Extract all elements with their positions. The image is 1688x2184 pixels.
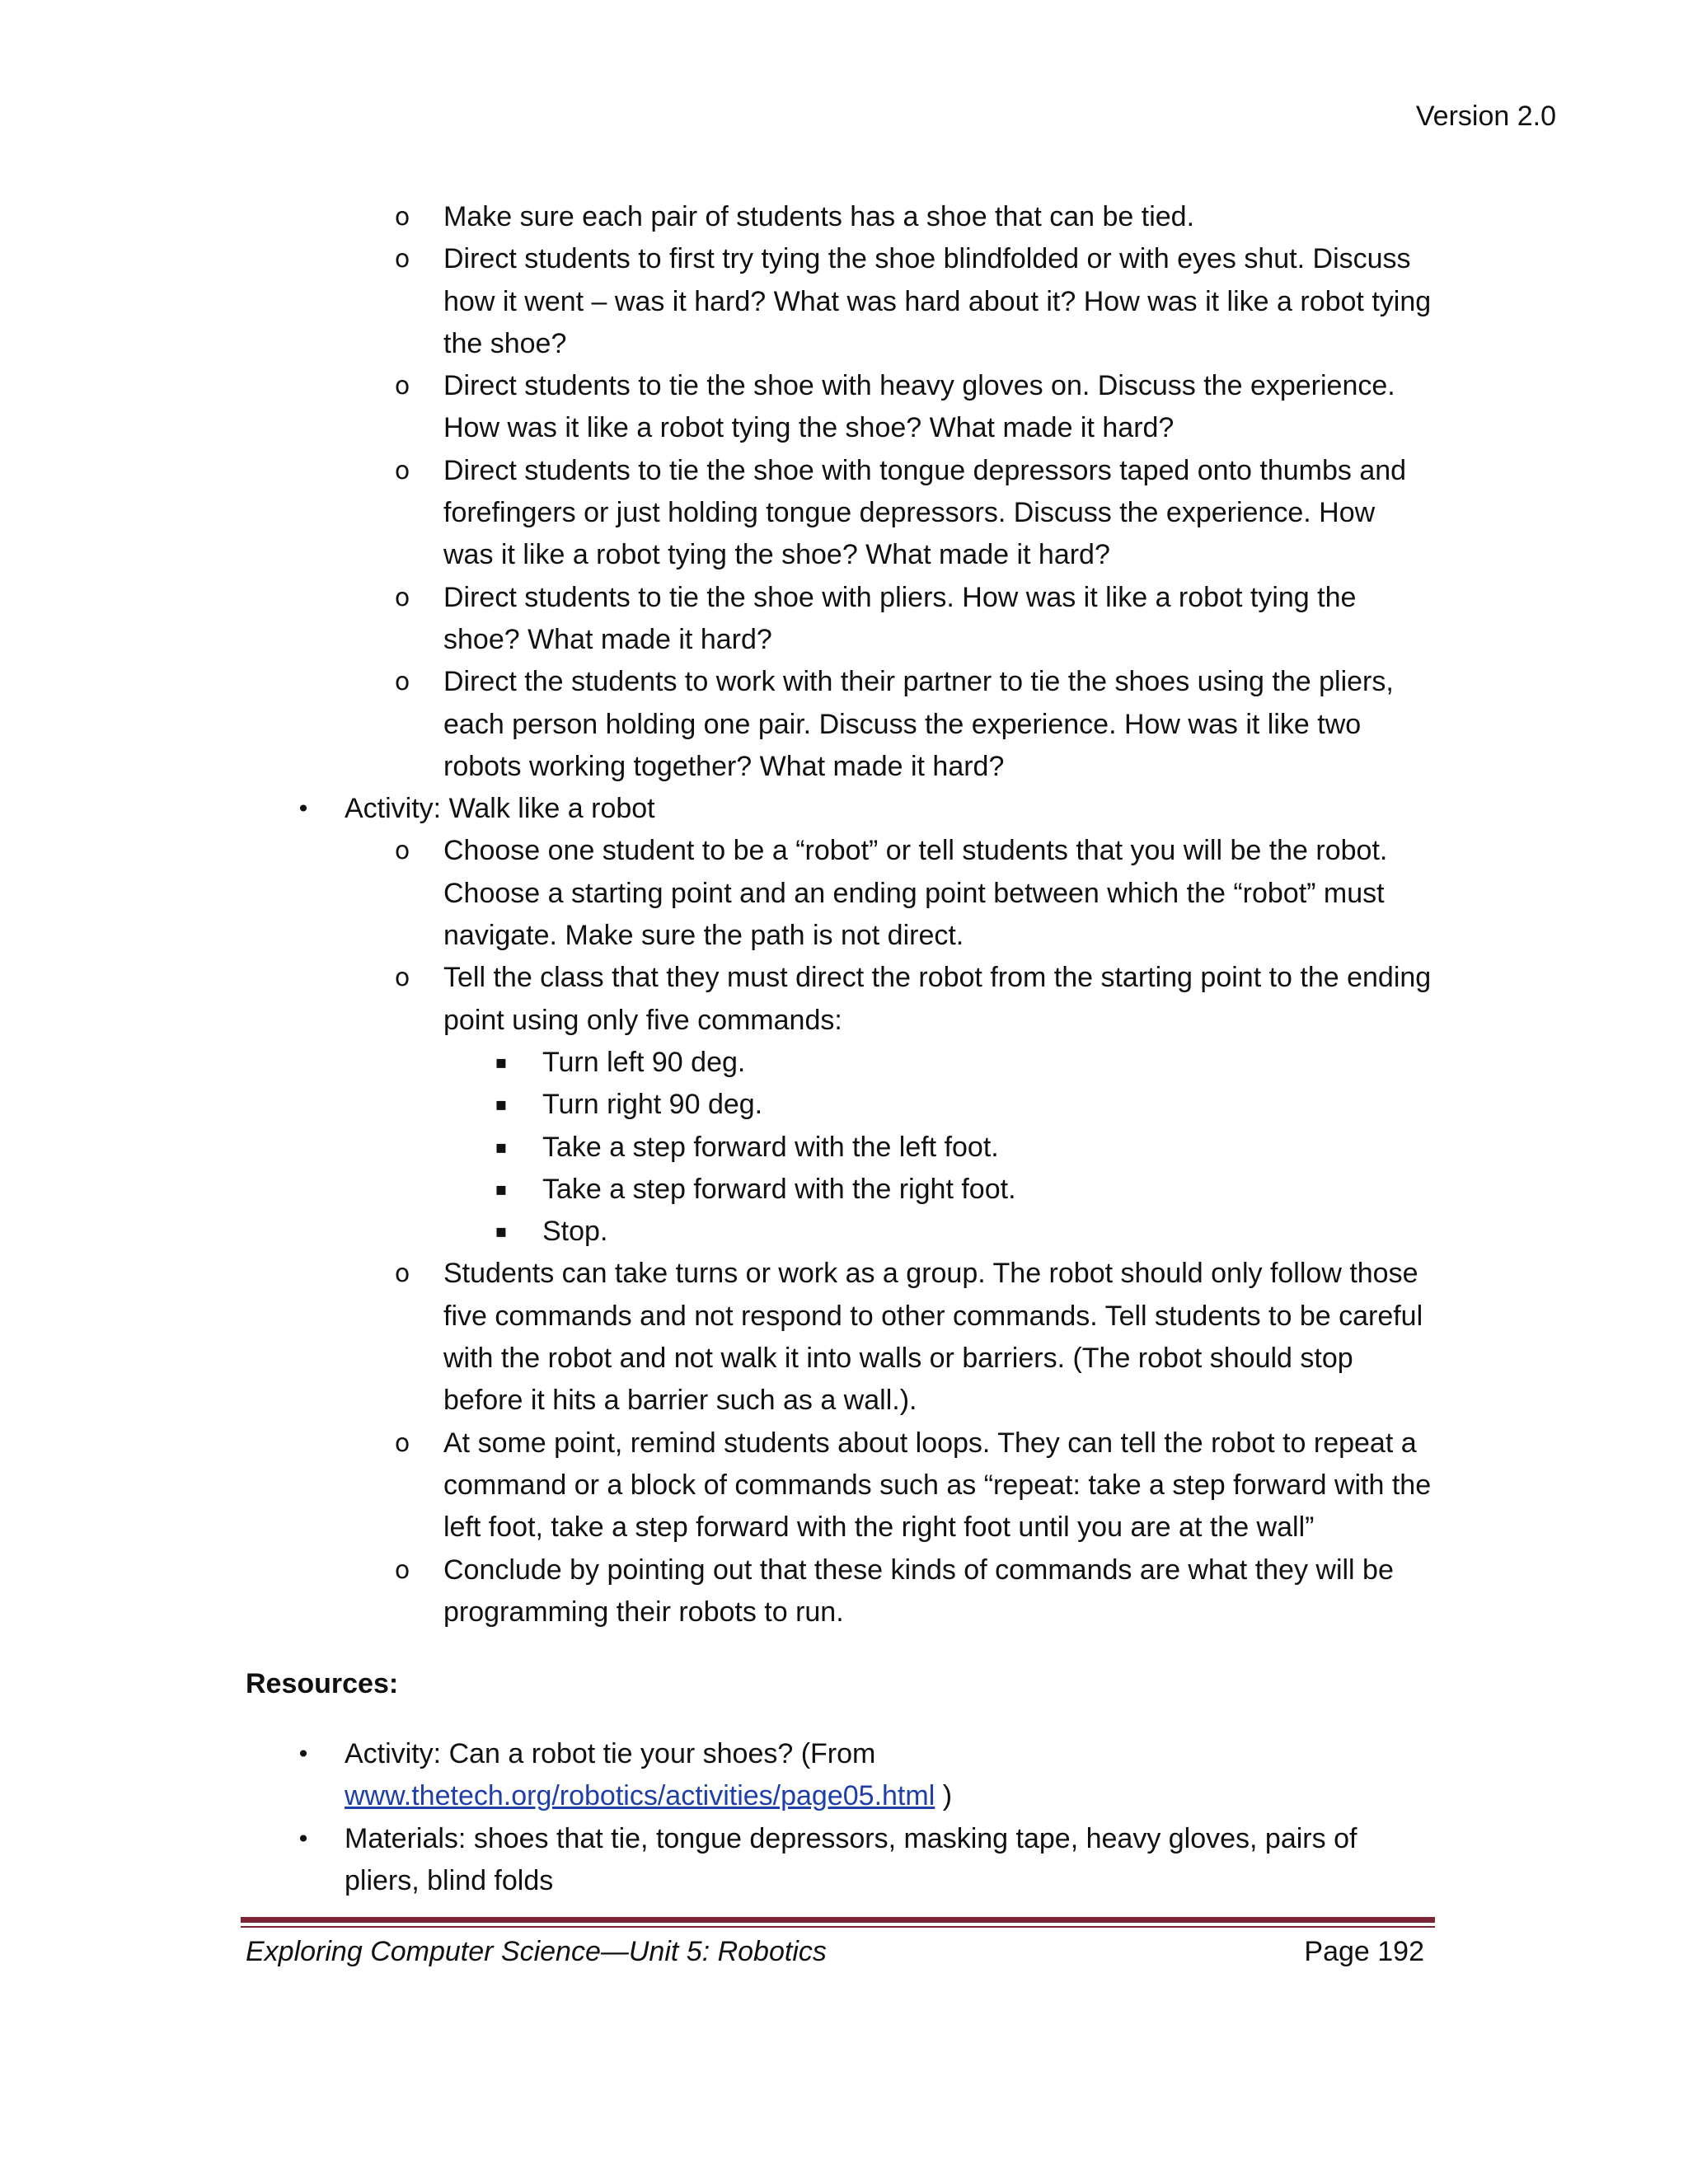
list-item-text: Direct the students to work with their partner to tie the shoes using the pliers, each person holding one pair. Discuss the experience. How was it like two robots working together? What made it hard? — [443, 666, 1394, 782]
list-item — [246, 1253, 1432, 1422]
circle-bullet-icon: o — [394, 456, 410, 485]
square-bullet-icon: ▪ — [495, 1094, 508, 1116]
list-item — [246, 1169, 1432, 1211]
resource-link[interactable]: www.thetech.org/robotics/activities/page05.html — [345, 1780, 935, 1812]
walk-activity-steps — [246, 830, 1432, 1041]
square-bullet-icon: ▪ — [495, 1052, 508, 1073]
robot-commands-list — [246, 1042, 1432, 1253]
circle-bullet-icon: o — [394, 963, 410, 993]
list-item-text: Conclude by pointing out that these kinds of commands are what they will be programming their robots to run. — [443, 1554, 1394, 1628]
list-item-text: Take a step forward with the right foot. — [542, 1173, 1016, 1205]
list-item — [246, 1549, 1432, 1634]
circle-bullet-icon: o — [394, 837, 410, 866]
resource-item-prefix: Activity: Can a robot tie your shoes? (From — [345, 1738, 876, 1770]
square-bullet-icon: ▪ — [495, 1221, 508, 1243]
list-item-text: Direct students to tie the shoe with tongue depressors taped onto thumbs and forefingers or just holding tongue depressors. Discuss the experience. How was it like a robot tying the shoe? What made it hard? — [443, 454, 1407, 571]
walk-activity-list — [246, 788, 1432, 830]
list-item — [246, 830, 1432, 957]
footer-rule-thin — [241, 1926, 1435, 1928]
disc-bullet-icon: • — [296, 795, 311, 823]
list-item-text: Materials: shoes that tie, tongue depressors, masking tape, heavy gloves, pairs of pliers, blind folds — [345, 1822, 1357, 1896]
list-item-text: Make sure each pair of students has a shoe that can be tied. — [443, 201, 1195, 232]
walk-activity-more-steps — [246, 1253, 1432, 1633]
list-item — [246, 1818, 1432, 1903]
circle-bullet-icon: o — [394, 583, 410, 612]
page-number: Page 192 — [1304, 1936, 1424, 1967]
circle-bullet-icon: o — [394, 372, 410, 401]
list-item — [246, 957, 1432, 1042]
disc-bullet-icon: • — [296, 1741, 311, 1769]
walk-activity-title: Activity: Walk like a robot — [345, 793, 655, 825]
footer-title: Exploring Computer Science—Unit 5: Robotics — [246, 1936, 827, 1967]
list-item-text: Choose one student to be a “robot” or tell students that you will be the robot. Choose a starting point and an ending point between which the “robot” must navigate. Make sure the path is not direct. — [443, 835, 1388, 952]
list-item — [246, 1084, 1432, 1126]
resource-item-suffix: ) — [935, 1780, 953, 1812]
list-item — [246, 1211, 1432, 1253]
list-item-text: Direct students to tie the shoe with heavy gloves on. Discuss the experience. How was it like a robot tying the shoe? What made it hard? — [443, 370, 1395, 444]
circle-bullet-icon: o — [394, 1555, 410, 1585]
disc-bullet-icon: • — [296, 1825, 311, 1853]
resources-heading: Resources: — [246, 1668, 399, 1700]
circle-bullet-icon: o — [394, 1259, 410, 1289]
circle-bullet-icon: o — [394, 245, 410, 274]
footer-rule — [241, 1917, 1435, 1923]
list-item-text: Students can take turns or work as a group. The robot should only follow those five commands and not respond to other commands. Tell students to be careful with the robot and not walk it into walls or barriers. (The robot should stop before it hits a barrier such as a wall.). — [443, 1258, 1423, 1417]
list-item — [246, 1042, 1432, 1084]
list-item — [246, 238, 1432, 365]
shoe-activity-steps — [246, 196, 1432, 788]
list-item-text: Turn left 90 deg. — [542, 1046, 746, 1078]
list-item — [246, 196, 1432, 238]
list-item — [246, 577, 1432, 662]
circle-bullet-icon: o — [394, 668, 410, 697]
list-item — [246, 1733, 1432, 1818]
list-item-text: Take a step forward with the left foot. — [542, 1131, 999, 1163]
list-item-text: Direct students to first try tying the shoe blindfolded or with eyes shut. Discuss how it went – was it hard? What was hard about it? How was it like a robot tying the shoe? — [443, 243, 1432, 359]
square-bullet-icon: ▪ — [495, 1179, 508, 1200]
page-content — [246, 196, 1432, 1902]
list-item-text: Direct students to tie the shoe with pliers. How was it like a robot tying the shoe? What made it hard? — [443, 581, 1357, 655]
version-label: Version 2.0 — [1415, 101, 1556, 132]
list-item-text: Tell the class that they must direct the robot from the starting point to the ending point using only five commands: — [443, 962, 1432, 1036]
list-item — [246, 1422, 1432, 1549]
list-item-text: Turn right 90 deg. — [542, 1089, 763, 1121]
list-item — [246, 661, 1432, 788]
list-item-text: Stop. — [542, 1216, 608, 1248]
walk-activity-item — [246, 788, 1432, 830]
list-item-text: At some point, remind students about loops. They can tell the robot to repeat a command or a block of commands such as “repeat: take a step forward with the left foot, take a step forward with the right foot until you are at the wall” — [443, 1427, 1432, 1544]
square-bullet-icon: ▪ — [495, 1137, 508, 1158]
list-item — [246, 365, 1432, 450]
list-item — [246, 450, 1432, 577]
circle-bullet-icon: o — [394, 203, 410, 232]
list-item — [246, 1127, 1432, 1169]
resources-list — [246, 1733, 1432, 1902]
circle-bullet-icon: o — [394, 1428, 410, 1458]
